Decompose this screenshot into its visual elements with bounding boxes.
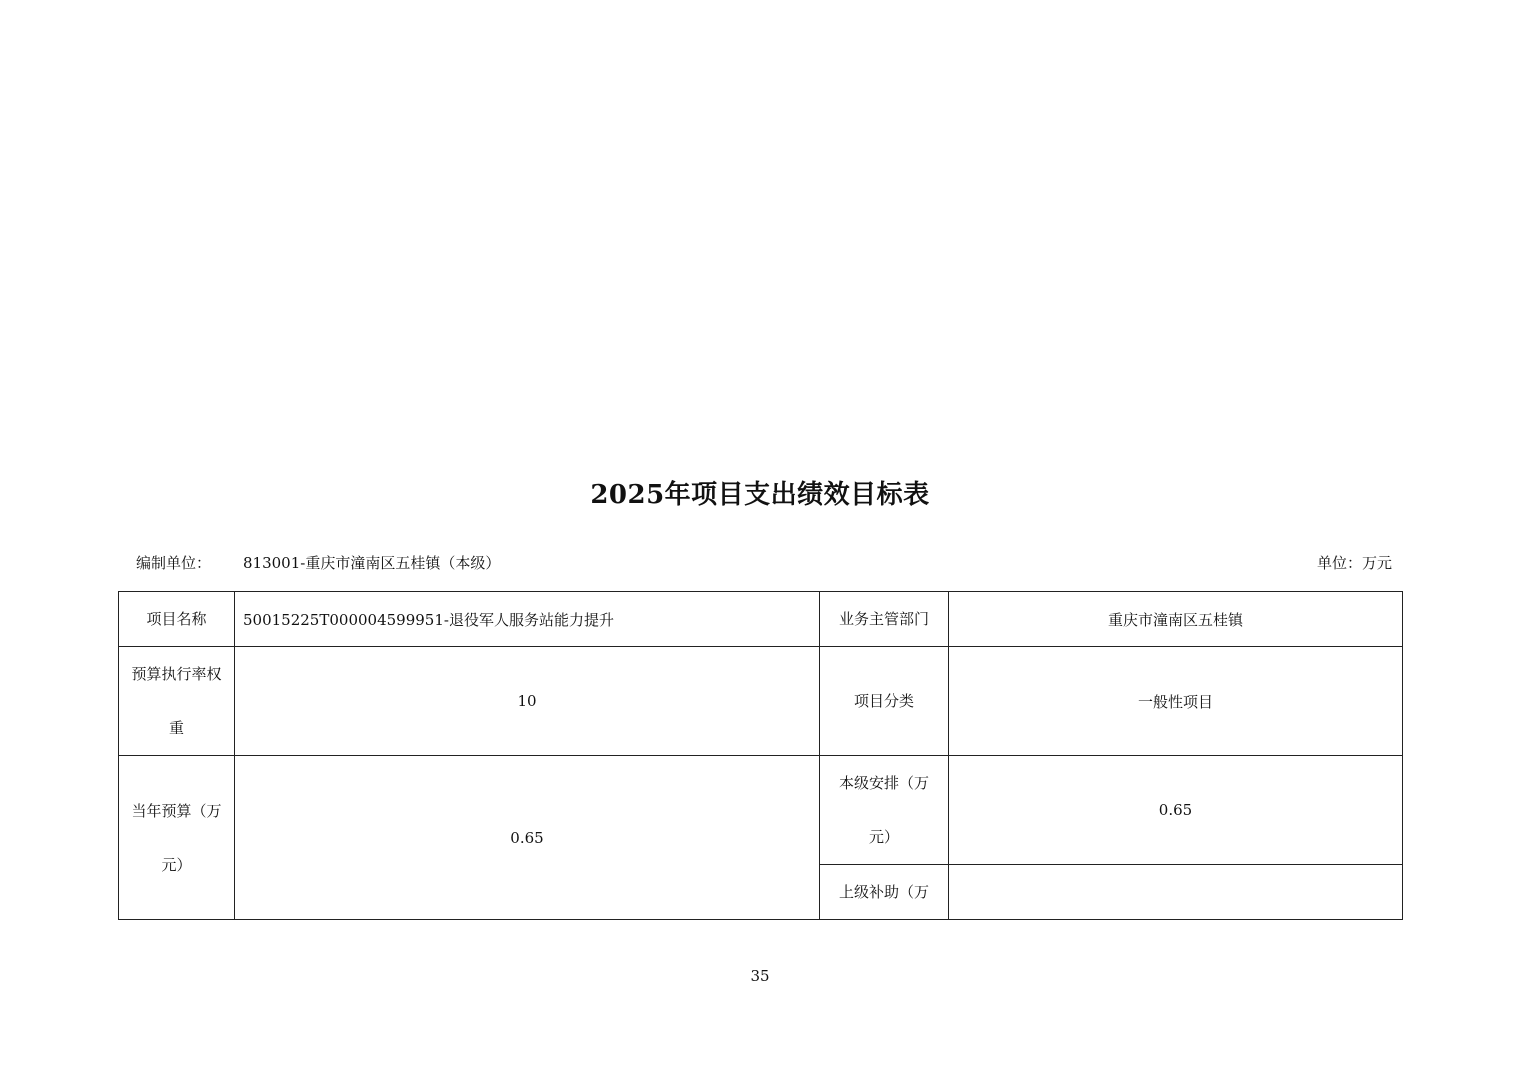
category-value: 一般性项目 — [949, 647, 1403, 756]
superior-subsidy-label: 上级补助（万 — [820, 865, 949, 920]
execution-weight-label: 预算执行率权重 — [119, 647, 235, 756]
annual-budget-label: 当年预算（万元） — [119, 756, 235, 920]
performance-table — [118, 591, 1403, 920]
category-label: 项目分类 — [820, 647, 949, 756]
page-title: 2025年项目支出绩效目标表 — [590, 480, 930, 510]
unit-text: 单位：万元 — [1316, 554, 1392, 572]
annual-budget-value: 0.65 — [235, 756, 820, 920]
department-label: 业务主管部门 — [820, 592, 949, 647]
table-row — [119, 592, 1403, 647]
local-arrangement-value: 0.65 — [949, 756, 1403, 865]
execution-weight-value: 10 — [235, 647, 820, 756]
prepared-by-label: 编制单位： — [136, 554, 212, 572]
table-row — [119, 647, 1403, 756]
table-row — [119, 756, 1403, 865]
page-number: 35 — [750, 967, 770, 985]
local-arrangement-label: 本级安排（万元） — [820, 756, 949, 865]
prepared-by-value: 813001-重庆市潼南区五桂镇（本级） — [243, 554, 501, 572]
project-name-label: 项目名称 — [119, 592, 235, 647]
department-value: 重庆市潼南区五桂镇 — [949, 592, 1403, 647]
project-name-value: 50015225T000004599951-退役军人服务站能力提升 — [235, 592, 820, 647]
superior-subsidy-value — [949, 865, 1403, 920]
meta-row — [0, 552, 1520, 576]
